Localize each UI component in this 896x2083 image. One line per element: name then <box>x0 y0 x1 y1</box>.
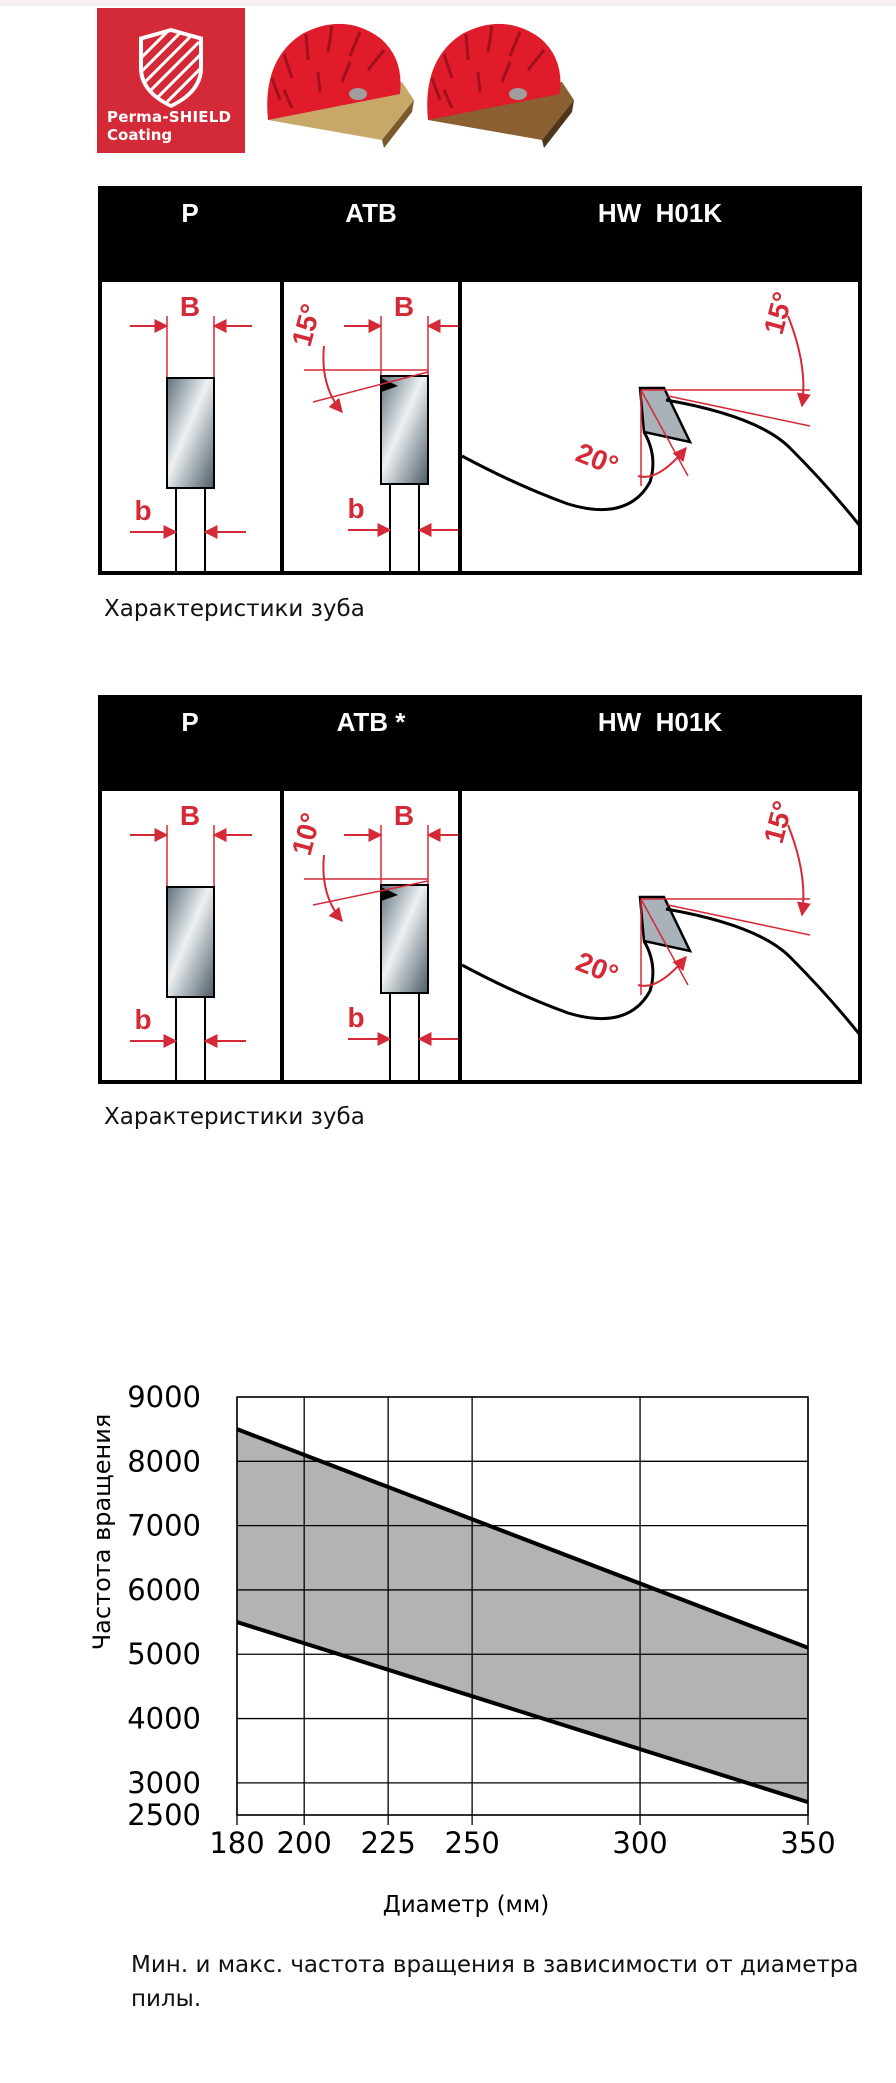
clearance-angle-label: 15° <box>757 797 799 847</box>
chart-note: Мин. и макс. частота вращения в зависимости от диаметра пилы. <box>131 1952 859 2012</box>
atb-angle-label: 10° <box>285 809 327 859</box>
x-tick-label: 200 <box>276 1826 332 1860</box>
width-label-B: B <box>393 291 415 322</box>
y-tick-label: 7000 <box>127 1508 201 1543</box>
y-tick-label: 5000 <box>127 1637 201 1672</box>
clearance-angle-label: 15° <box>757 288 799 338</box>
header-p: P <box>181 707 199 737</box>
y-axis-label: Частота вращения <box>88 1413 116 1651</box>
y-tick-label: 9000 <box>127 1380 201 1414</box>
tooth-characteristics-caption-2: Характеристики зуба <box>104 1104 365 1130</box>
width-label-B: B <box>179 291 201 322</box>
shield-icon <box>137 26 205 108</box>
tooth-table-1 <box>98 186 862 575</box>
header-p: P <box>181 198 199 228</box>
x-tick-labels <box>209 1826 835 1860</box>
y-tick-labels <box>127 1380 201 1832</box>
y-tick-label: 8000 <box>127 1444 201 1479</box>
header-hw: HW H01K <box>597 198 723 228</box>
header-hw: HW H01K <box>597 707 723 737</box>
width-label-B: B <box>179 800 201 831</box>
x-tick-label: 300 <box>612 1826 668 1860</box>
body-label-b: b <box>134 495 152 526</box>
header-bar <box>98 186 862 282</box>
rpm-diameter-chart <box>0 1300 896 1940</box>
x-tick-label: 250 <box>444 1826 500 1860</box>
tooth-table-2 <box>98 695 862 1084</box>
atb-angle-label: 15° <box>285 300 327 350</box>
x-tick-label: 225 <box>360 1826 416 1860</box>
body-label-b: b <box>347 493 365 524</box>
y-tick-label: 4000 <box>127 1701 201 1736</box>
width-label-B: B <box>393 800 415 831</box>
badge-subtitle: Coating <box>107 126 173 144</box>
body-label-b: b <box>347 1002 365 1033</box>
hook-angle-label: 20° <box>571 436 623 482</box>
y-tick-label: 2500 <box>127 1798 201 1832</box>
badge-title: Perma-SHIELD <box>107 108 232 126</box>
x-tick-label: 350 <box>780 1826 836 1860</box>
y-tick-label: 3000 <box>127 1765 201 1800</box>
hook-angle-label: 20° <box>571 945 623 991</box>
coated-tooth-image-1 <box>262 8 417 148</box>
tooth-characteristics-caption-1: Характеристики зуба <box>104 596 365 622</box>
perma-shield-badge <box>97 8 245 153</box>
x-axis-label: Диаметр (мм) <box>382 1892 550 1918</box>
coated-tooth-image-2 <box>422 8 577 148</box>
top-strip <box>0 0 896 6</box>
x-tick-label: 180 <box>209 1826 265 1860</box>
header-atb: ATB * <box>336 707 406 737</box>
header-atb: ATB <box>345 198 397 228</box>
body-label-b: b <box>134 1004 152 1035</box>
y-tick-label: 6000 <box>127 1572 201 1607</box>
header-bar <box>98 695 862 791</box>
